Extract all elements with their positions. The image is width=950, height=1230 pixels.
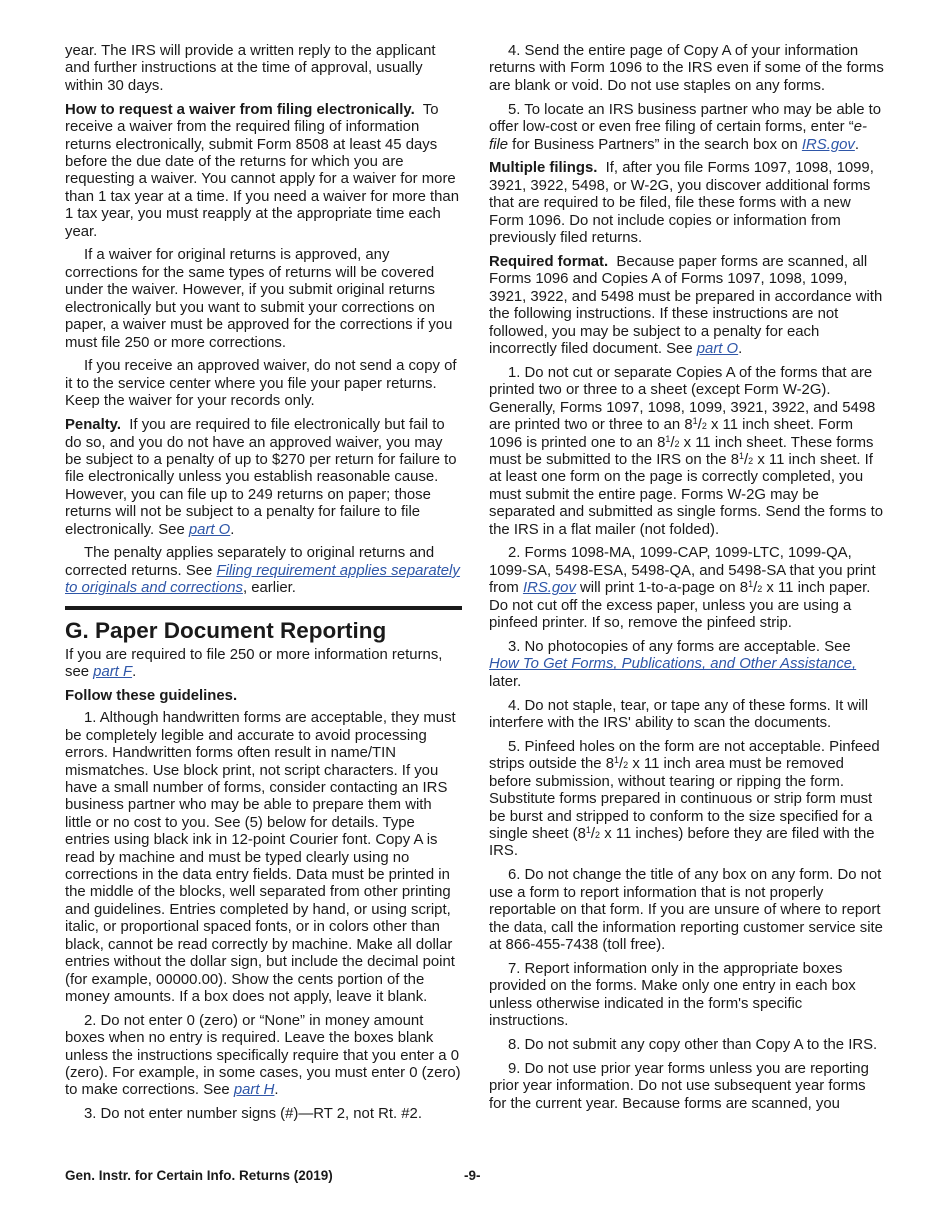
- how-to-get-forms-link[interactable]: How To Get Forms, Publications, and Other Assistance,: [489, 656, 857, 673]
- waiver-paragraph: How to request a waiver from filing electronically. To receive a waiver from the required filing of information returns electronically, submit Form 8508 at least 45 days before the due date of the returns for which you are requesting a waiver. You cannot apply for a waiver for more than 1 tax year at a time. If you need a waiver for more than 1 tax year, you must reapply at the appropriate time each year.: [65, 101, 459, 240]
- format-item-3: 3. No photocopies of any forms are acceptable. See How To Get Forms, Publications, and Other Assistance, later.: [489, 639, 857, 690]
- irs-gov-link[interactable]: IRS.gov: [522, 580, 576, 597]
- guidelines-heading: Follow these guidelines.: [65, 688, 238, 704]
- format-item-5: 5. Pinfeed holes on the form are not acceptable. Pinfeed strips outside the $8^1/2$ x 11 inch area must be removed before submission, without tearing or ripping the form. Substitute forms prepared in continuous or strip form must be burst and stripped to conform to the size specified for a single sheet ($8^1/2$ x 11 inches) before they are filed with the IRS.: [489, 739, 880, 860]
- format-item-2: 2. Forms 1098-MA, 1099-CAP, 1099-LTC, 1099-QA, 1099-SA, 5498-ESA, 5498-QA, and 5498-SA that you print from IRS.gov will print 1-to-a-page on $8^1/2$ x 11 inch paper. Do not cut off the excess paper, unless you are using a pinfeed printer. If so, remove the pinfeed strip.: [489, 545, 876, 632]
- waiver-paragraph-2: If a waiver for original returns is approved, any corrections for the same types of returns will be covered under the waiver. However, if you submit original returns electronically but you want to submit your corrections on paper, a waiver must be approved for the corrections if you must file 250 or more corrections.: [65, 247, 453, 351]
- waiver-heading: How to request a waiver from filing electronically.: [65, 101, 415, 118]
- footer-document-title: Gen. Instr. for Certain Info. Returns (2019): [65, 1168, 333, 1183]
- section-g-title: G. Paper Document Reporting: [65, 617, 387, 643]
- item-5: 5. To locate an IRS business partner who may be able to offer low-cost or even free filing of certain forms, enter “e-file for Business Partners” in the search box on IRS.gov.: [489, 101, 882, 153]
- required-format-heading: Required format.: [489, 253, 609, 270]
- required-format-paragraph: Required format. Because paper forms are scanned, all Forms 1096 and Copies A of Forms 1097, 1098, 1099, 3921, 3922, and 5498 must be prepared in accordance with the following instructions. If these instructions are not followed, you may be subject to a penalty for each incorrectly filed document. See part O.: [489, 253, 883, 357]
- waiver-paragraph-3: If you receive an approved waiver, do not send a copy of it to the service center where you file your paper returns. Keep the waiver for your records only.: [65, 358, 457, 410]
- format-item-7: 7. Report information only in the appropriate boxes provided on the forms. Make only one entry in each box unless otherwise indicated in the form's specific instructions.: [489, 960, 856, 1030]
- format-item-1: 1. Do not cut or separate Copies A of the forms that are printed two or three to a sheet (except Form W-2G). Generally, Forms 1097, 1098, 1099, 3921, 3922, and 5498 are printed two or three to an $8^1/2$ x 11 inch sheet. Form 1096 is printed one to an $8^1/2$ x 11 inch sheet. These forms must be submitted to the IRS on the $8^1/2$ x 11 inch sheet. If at least one form on the page is correctly completed, you must submit the entire page. Forms W-2G may be separated and submitted as single forms. Send the forms to the IRS in a flat mailer (not folded).: [489, 364, 883, 538]
- format-item-9: 9. Do not use prior year forms unless you are reporting prior year information. Do not use subsequent year forms for the current year. Because forms are scanned, you: [489, 1060, 869, 1112]
- fraction: $8^1/2$: [730, 450, 754, 468]
- section-divider: [65, 606, 462, 610]
- part-f-link[interactable]: part F: [93, 664, 133, 681]
- footer-page-number: -9-: [464, 1168, 481, 1183]
- guideline-item-3: 3. Do not enter number signs (#)—RT 2, not Rt. #2.: [84, 1106, 422, 1123]
- penalty-heading: Penalty.: [65, 417, 121, 434]
- guideline-item-1: 1. Although handwritten forms are acceptable, they must be completely legible and accurate to avoid processing errors. Handwritten forms often result in name/TIN mismatches. Use block print, not script characters. If you have a small number of forms, consider contacting an IRS business partner who may be able to prepare them with little or no cost to you. See (5) below for details. Type entries using black ink in 12-point Courier font. Copy A is read by machine and must be typed clearly using no corrections in the data entry fields. Data must be printed in the middle of the blocks, well separated from other printing and guidelines. Entries completed by hand, or using script, italic, or proportional spaced fonts, or in colors other than black, cannot be read correctly by machine. Make all dollar entries without the dollar sign, but include the decimal point (for example, 00000.00). Show the cents portion of the money amounts. If a box does not apply, leave it blank.: [65, 710, 456, 1005]
- format-item-4: 4. Do not staple, tear, or tape any of these forms. It will interfere with the IRS' ability to scan the documents.: [489, 697, 869, 732]
- filing-requirement-link[interactable]: Filing requirement applies separately to originals and corrections: [65, 562, 460, 597]
- part-o-link[interactable]: part O: [696, 341, 739, 357]
- item-4: 4. Send the entire page of Copy A of your information returns with Form 1096 to the IRS even if some of the forms are blank or void. Do not use staples on any forms.: [489, 43, 884, 94]
- fraction: $8^1/2$: [684, 416, 707, 434]
- guideline-item-2: 2. Do not enter 0 (zero) or “None” in money amount boxes when no entry is required. Leave the boxes blank unless the instructions specifically require that you enter a 0 (zero). For example, in some cases, you must enter 0 (zero) to make corrections. See part H.: [65, 1012, 461, 1099]
- part-o-link[interactable]: part O: [188, 521, 231, 538]
- multiple-filings-paragraph: Multiple filings. If, after you file Forms 1097, 1098, 1099, 3921, 3922, 5498, or W-2G, you discover additional forms that are required to be filed, file these forms with a new Form 1096. Do not include copies or information from previously filed returns.: [489, 160, 874, 247]
- intro-paragraph: year. The IRS will provide a written reply to the applicant and further instructions at the time of approval, usually within 30 days.: [65, 43, 436, 94]
- fraction: $8^1/2$: [605, 755, 629, 773]
- section-g-intro: If you are required to file 250 or more information returns, see part F.: [65, 646, 443, 681]
- part-h-link[interactable]: part H: [233, 1082, 275, 1099]
- format-item-8: 8. Do not submit any copy other than Copy A to the IRS.: [508, 1037, 878, 1054]
- multiple-filings-heading: Multiple filings.: [489, 160, 598, 177]
- left-column: [65, 43, 462, 1130]
- fraction: $8^1/2$: [739, 579, 763, 597]
- penalty-paragraph-2: The penalty applies separately to original returns and corrected returns. See Filing requirement applies separately to originals and corrections, earlier.: [65, 545, 460, 597]
- penalty-paragraph: Penalty. If you are required to file electronically but fail to do so, and you do not have an approved waiver, you may be subject to a penalty of up to $270 per return for failure to file electronically unless you establish reasonable cause. However, you can file up to 249 returns on paper; those returns will not be subject to a penalty for failure to file electronically. See part O.: [65, 417, 457, 538]
- right-column: [489, 43, 884, 1120]
- irs-gov-link[interactable]: IRS.gov: [801, 136, 855, 153]
- format-item-6: 6. Do not change the title of any box on any form. Do not use a form to report information that is not properly reportable on that form. If you are unsure of where to report the data, call the information reporting customer service site at 866-455-7438 (toll free).: [489, 867, 883, 953]
- fraction: $8^1/2$: [657, 433, 680, 451]
- fraction: $8^1/2$: [577, 825, 601, 843]
